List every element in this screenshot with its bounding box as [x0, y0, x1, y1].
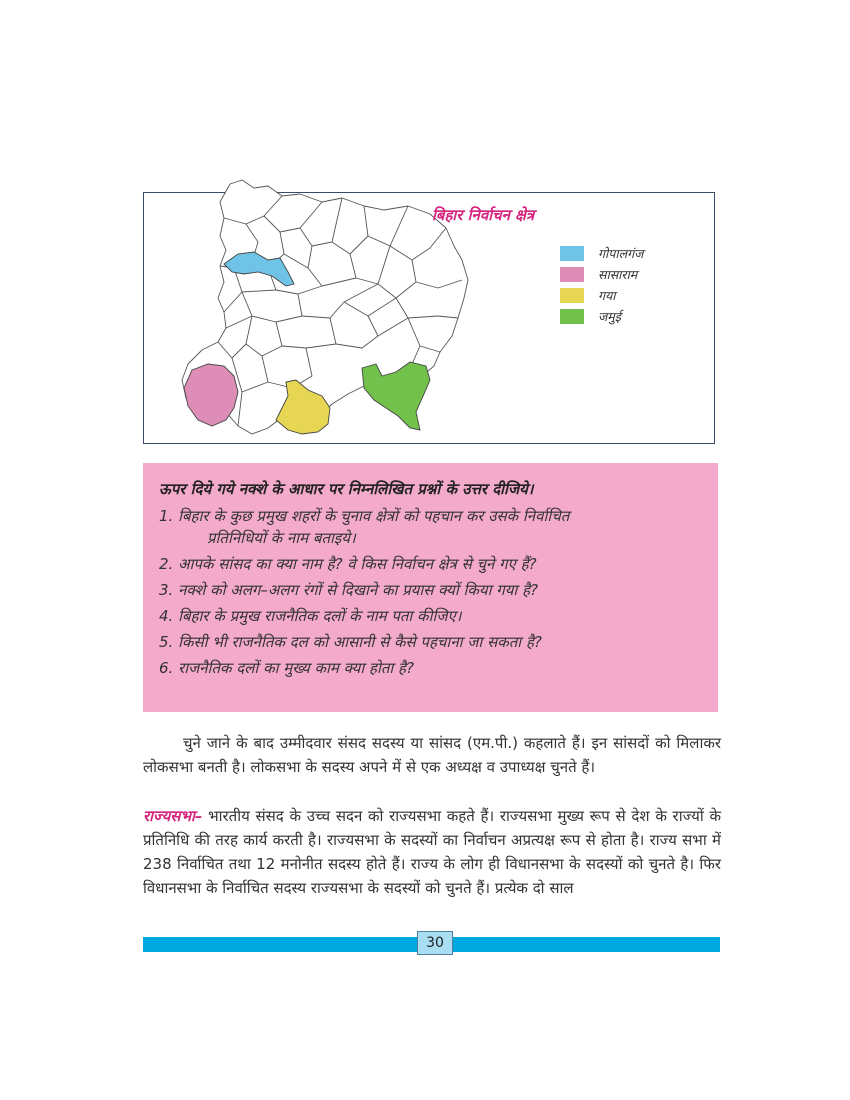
jamui-region [362, 362, 430, 430]
legend-label: गया [598, 288, 616, 303]
legend-item-gaya [560, 285, 643, 306]
map-title: बिहार निर्वाचन क्षेत्र [432, 206, 535, 224]
legend-label: गोपालगंज [598, 246, 644, 261]
body-paragraph-lok-sabha: चुने जाने के बाद उम्मीदवार संसद सदस्य या सांसद (एम.पी.) कहलाते हैं। इन सांसदों को मिलाकर लोकसभा बनती है। लोकसभा के सदस्य अपने में से एक अध्यक्ष व उपाध्यक्ष चुनते हैं। [143, 734, 721, 776]
legend-swatch-jamui [560, 309, 584, 324]
legend-label: सासाराम [598, 267, 638, 282]
legend-label: जमुई [598, 309, 621, 324]
legend-item-sasaram [560, 264, 643, 285]
rajya-sabha-text: भारतीय संसद के उच्च सदन को राज्यसभा कहते हैं। राज्यसभा मुख्य रूप से देश के राज्यों के प्रतिनिधि की तरह कार्य करती है। राज्यसभा के सदस्यों का निर्वाचन अप्रत्यक्ष रूप से होता है। राज्य सभा में 238 निर्वाचित तथा 12 मनोनीत सदस्य होते हैं। राज्य के लोग ही विधानसभा के सदस्यों को चुनते है। फिर विधानसभा के निर्वाचित सदस्य राज्यसभा के सदस्यों को चुनते हैं। प्रत्येक दो साल [143, 807, 721, 897]
question-item: 2. आपके सांसद का क्या नाम है? वे किस निर्वाचन क्षेत्र से चुने गए हैं? [159, 555, 537, 573]
legend-item-jamui [560, 306, 643, 327]
question-item: 3. नक्शे को अलग–अलग रंगों से दिखाने का प्रयास क्यों किया गया है? [159, 581, 539, 599]
questions-heading: ऊपर दिये गये नक्शे के आधार पर निम्नलिखित प्रश्नों के उत्तर दीजिये। [159, 480, 534, 498]
bihar-constituency-map [172, 176, 472, 444]
legend-swatch-sasaram [560, 267, 584, 282]
question-text-continued: प्रतिनिधियों के नाम बताइये। [207, 529, 356, 547]
question-item: 5. किसी भी राजनैतिक दल को आसानी से कैसे पहचाना जा सकता है? [159, 633, 542, 651]
rajya-sabha-term: राज्यसभा– [143, 807, 203, 825]
question-item: 6. राजनैतिक दलों का मुख्य काम क्या होता है? [159, 659, 414, 677]
body-paragraph-rajya-sabha [143, 804, 721, 900]
map-legend [560, 243, 643, 327]
legend-item-gopalganj [560, 243, 643, 264]
page-number: 30 [417, 931, 453, 955]
legend-swatch-gaya [560, 288, 584, 303]
question-item [159, 505, 704, 549]
question-item: 4. बिहार के प्रमुख राजनैतिक दलों के नाम पता कीजिए। [159, 607, 462, 625]
questions-box [143, 463, 718, 712]
question-text: 1. बिहार के कुछ प्रमुख शहरों के चुनाव क्षेत्रों को पहचान कर उसके निर्वाचित [159, 507, 570, 525]
legend-swatch-gopalganj [560, 246, 584, 261]
